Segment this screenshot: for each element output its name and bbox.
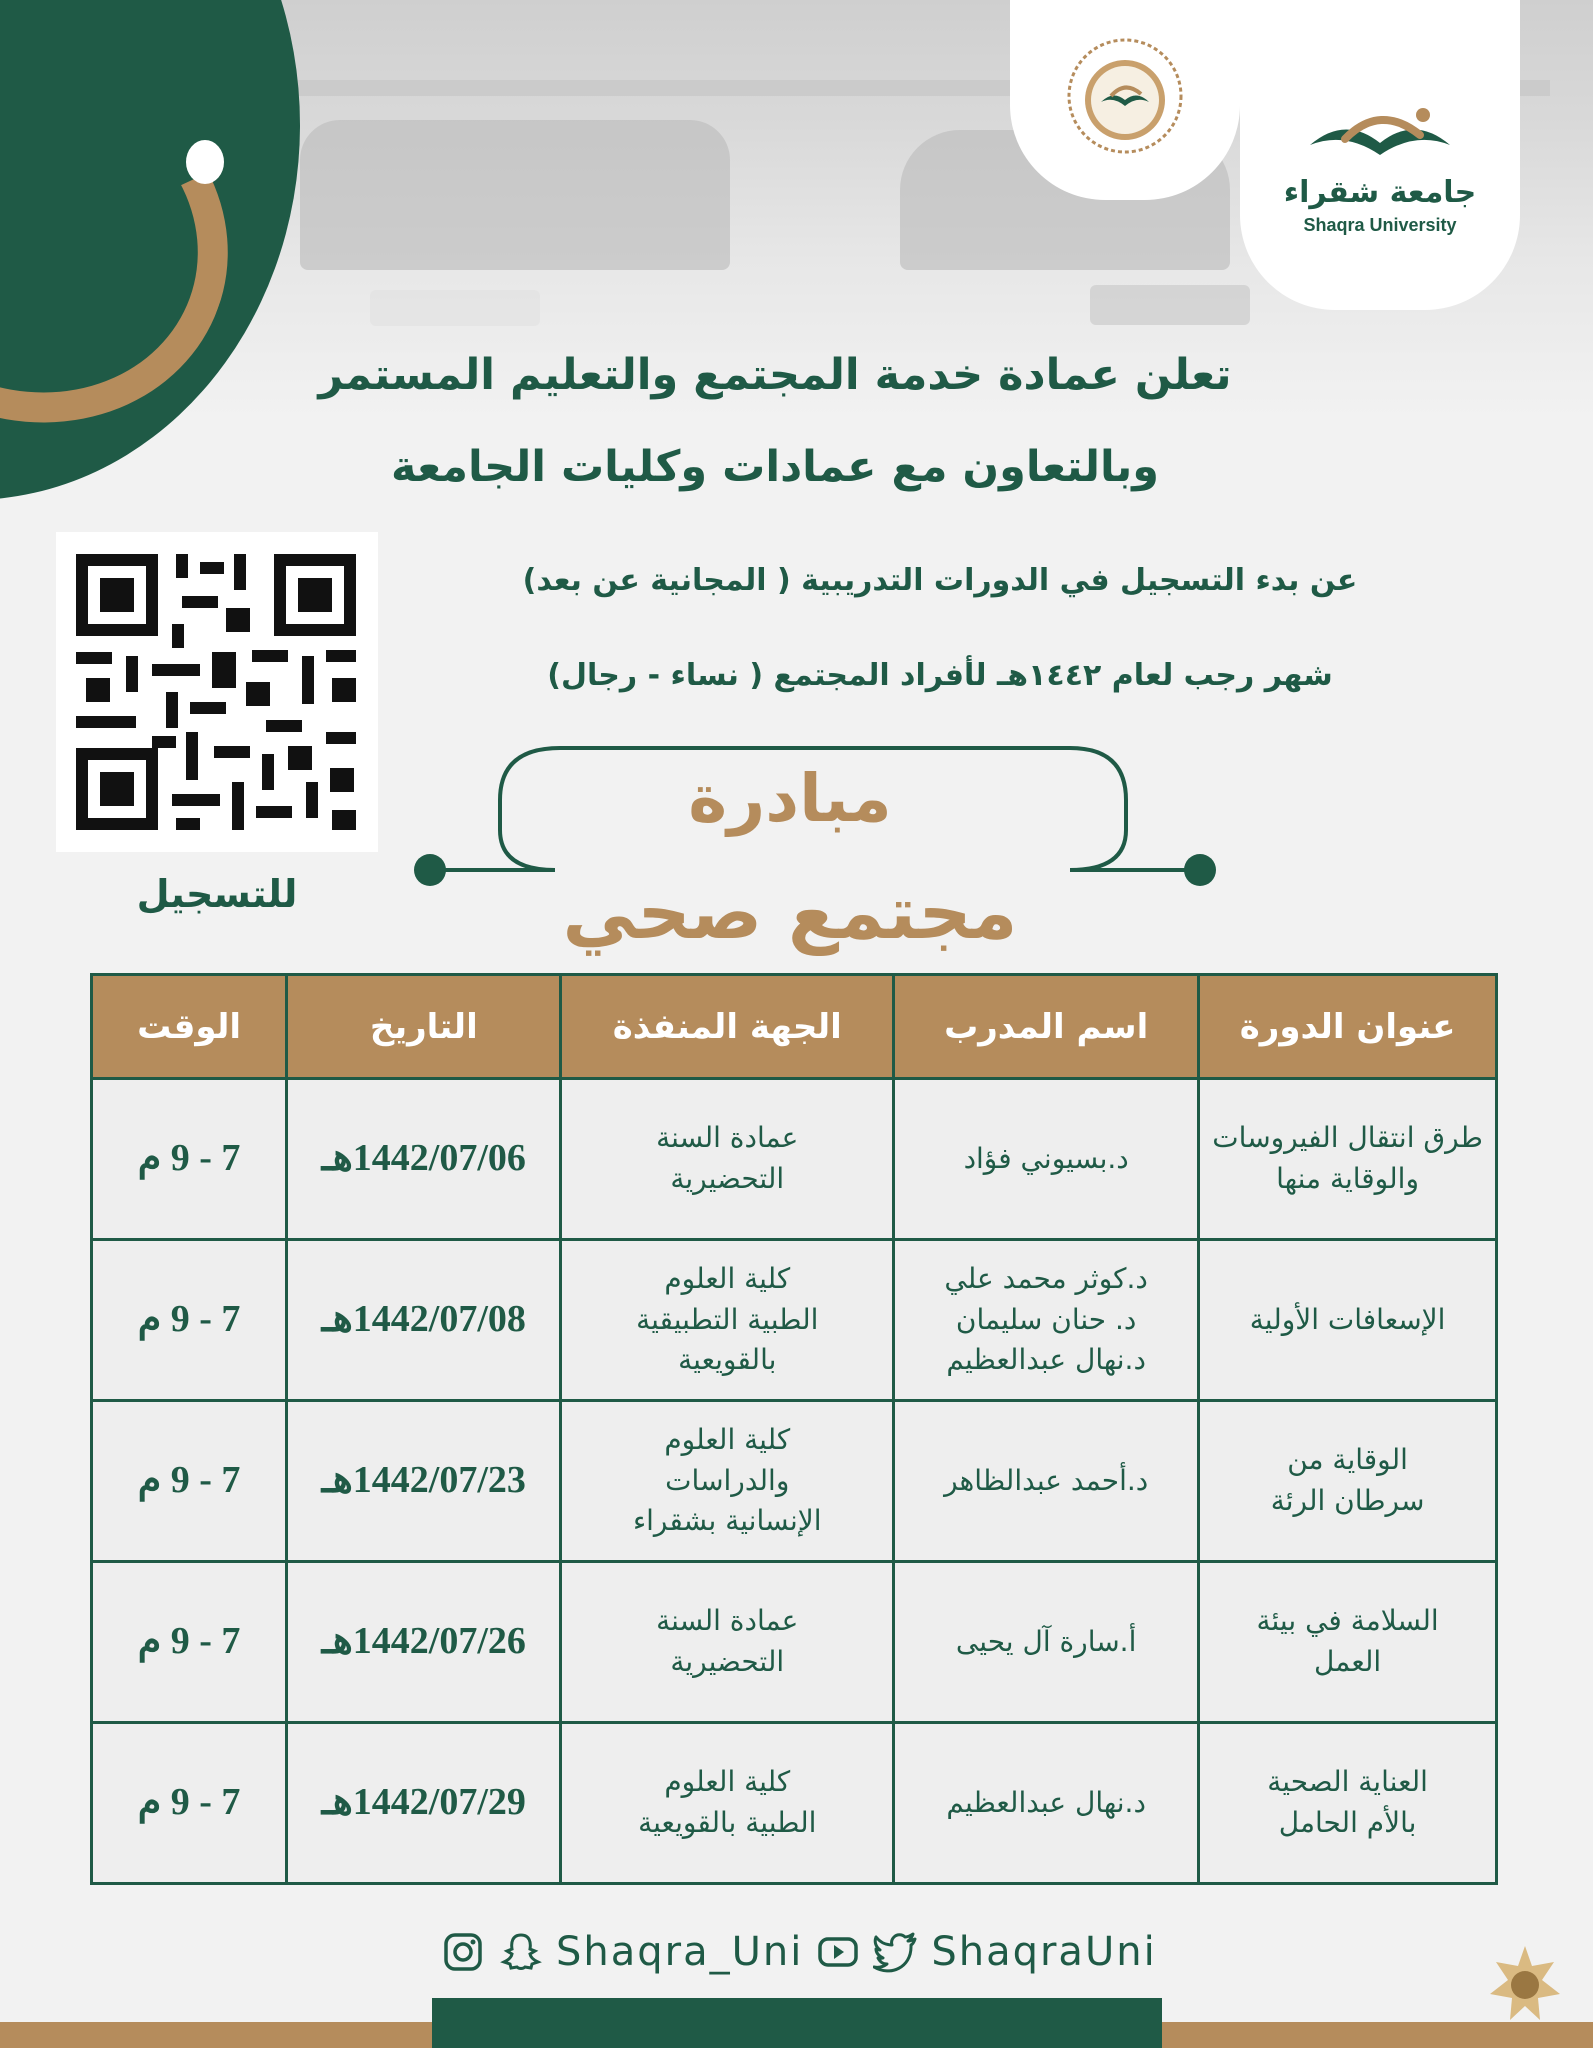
course-title-cell: العناية الصحية بالأم الحامل: [1199, 1723, 1497, 1884]
university-name-arabic: جامعة شقراء: [1283, 175, 1477, 210]
social-media-bar: [440, 1922, 1160, 1982]
university-name-english: Shaqra University: [1303, 215, 1457, 235]
registration-qr-code[interactable]: [56, 532, 378, 852]
announcement-line-1: عن بدء التسجيل في الدورات التدريبية ( المجانية عن بعد): [522, 563, 1358, 598]
trainer-cell: د.نهال عبدالعظيم: [894, 1723, 1199, 1884]
date-cell: 1442/07/08هـ: [287, 1240, 561, 1401]
header-organizer: الجهة المنفذة: [561, 975, 894, 1079]
snapchat-icon[interactable]: [498, 1929, 544, 1975]
table-row: [92, 1240, 1497, 1401]
organizer-cell: كلية العلوم الطبية بالقويعية: [561, 1723, 894, 1884]
announcement-line-2: شهر رجب لعام ١٤٤٢هـ لأفراد المجتمع ( نساء - رجال): [547, 658, 1333, 693]
course-title-cell: الوقاية من سرطان الرئة: [1199, 1401, 1497, 1562]
footer-green-band: [432, 1998, 1162, 2048]
header-course-title: عنوان الدورة: [1199, 975, 1497, 1079]
university-book-icon: [1305, 105, 1455, 165]
table-row: [92, 1401, 1497, 1562]
snapchat-instagram-handle[interactable]: Shaqra_Uni: [556, 1929, 804, 1975]
date-cell: 1442/07/23هـ: [287, 1401, 561, 1562]
header-time: الوقت: [92, 975, 287, 1079]
deanship-logo-tab: [1010, 0, 1240, 200]
trainer-cell: أ.سارة آل يحيى: [894, 1562, 1199, 1723]
trainer-cell: د.بسيوني فؤاد: [894, 1079, 1199, 1240]
initiative-title-line-2: مجتمع صحي: [562, 870, 1018, 956]
table-header-row: [92, 975, 1497, 1079]
trainer-cell: د.كوثر محمد علي د. حنان سليمان د.نهال عبدالعظيم: [894, 1240, 1199, 1401]
initiative-title-line-1: مبادرة: [688, 760, 892, 837]
organizer-cell: عمادة السنة التحضيرية: [561, 1079, 894, 1240]
register-label: للتسجيل: [136, 872, 298, 916]
table-row: [92, 1562, 1497, 1723]
time-cell: 7 - 9 م: [92, 1723, 287, 1884]
organizer-cell: عمادة السنة التحضيرية: [561, 1562, 894, 1723]
trainer-cell: د.أحمد عبدالظاهر: [894, 1401, 1199, 1562]
header-date: التاريخ: [287, 975, 561, 1079]
date-cell: 1442/07/06هـ: [287, 1079, 561, 1240]
time-cell: 7 - 9 م: [92, 1079, 287, 1240]
organizer-cell: كلية العلوم والدراسات الإنسانية بشقراء: [561, 1401, 894, 1562]
time-cell: 7 - 9 م: [92, 1401, 287, 1562]
organizer-cell: كلية العلوم الطبية التطبيقية بالقويعية: [561, 1240, 894, 1401]
university-logo-tab: [1240, 0, 1520, 310]
course-schedule-table: [90, 973, 1498, 1885]
header-trainer-name: اسم المدرب: [894, 975, 1199, 1079]
time-cell: 7 - 9 م: [92, 1562, 287, 1723]
course-title-cell: الإسعافات الأولية: [1199, 1240, 1497, 1401]
course-title-cell: السلامة في بيئة العمل: [1199, 1562, 1497, 1723]
course-title-cell: طرق انتقال الفيروسات والوقاية منها: [1199, 1079, 1497, 1240]
headline-line-1: تعلن عمادة خدمة المجتمع والتعليم المستمر: [318, 350, 1232, 400]
instagram-icon[interactable]: [440, 1929, 486, 1975]
table-row: [92, 1079, 1497, 1240]
table-row: [92, 1723, 1497, 1884]
twitter-icon[interactable]: [873, 1929, 919, 1975]
watermark-logo-icon: [1470, 1940, 1580, 2040]
deanship-seal-icon: [1065, 36, 1185, 156]
time-cell: 7 - 9 م: [92, 1240, 287, 1401]
headline-line-2: وبالتعاون مع عمادات وكليات الجامعة: [391, 442, 1159, 492]
date-cell: 1442/07/29هـ: [287, 1723, 561, 1884]
decorative-white-dot: [186, 140, 224, 184]
youtube-icon[interactable]: [815, 1929, 861, 1975]
date-cell: 1442/07/26هـ: [287, 1562, 561, 1723]
twitter-youtube-handle[interactable]: ShaqraUni: [931, 1929, 1157, 1975]
